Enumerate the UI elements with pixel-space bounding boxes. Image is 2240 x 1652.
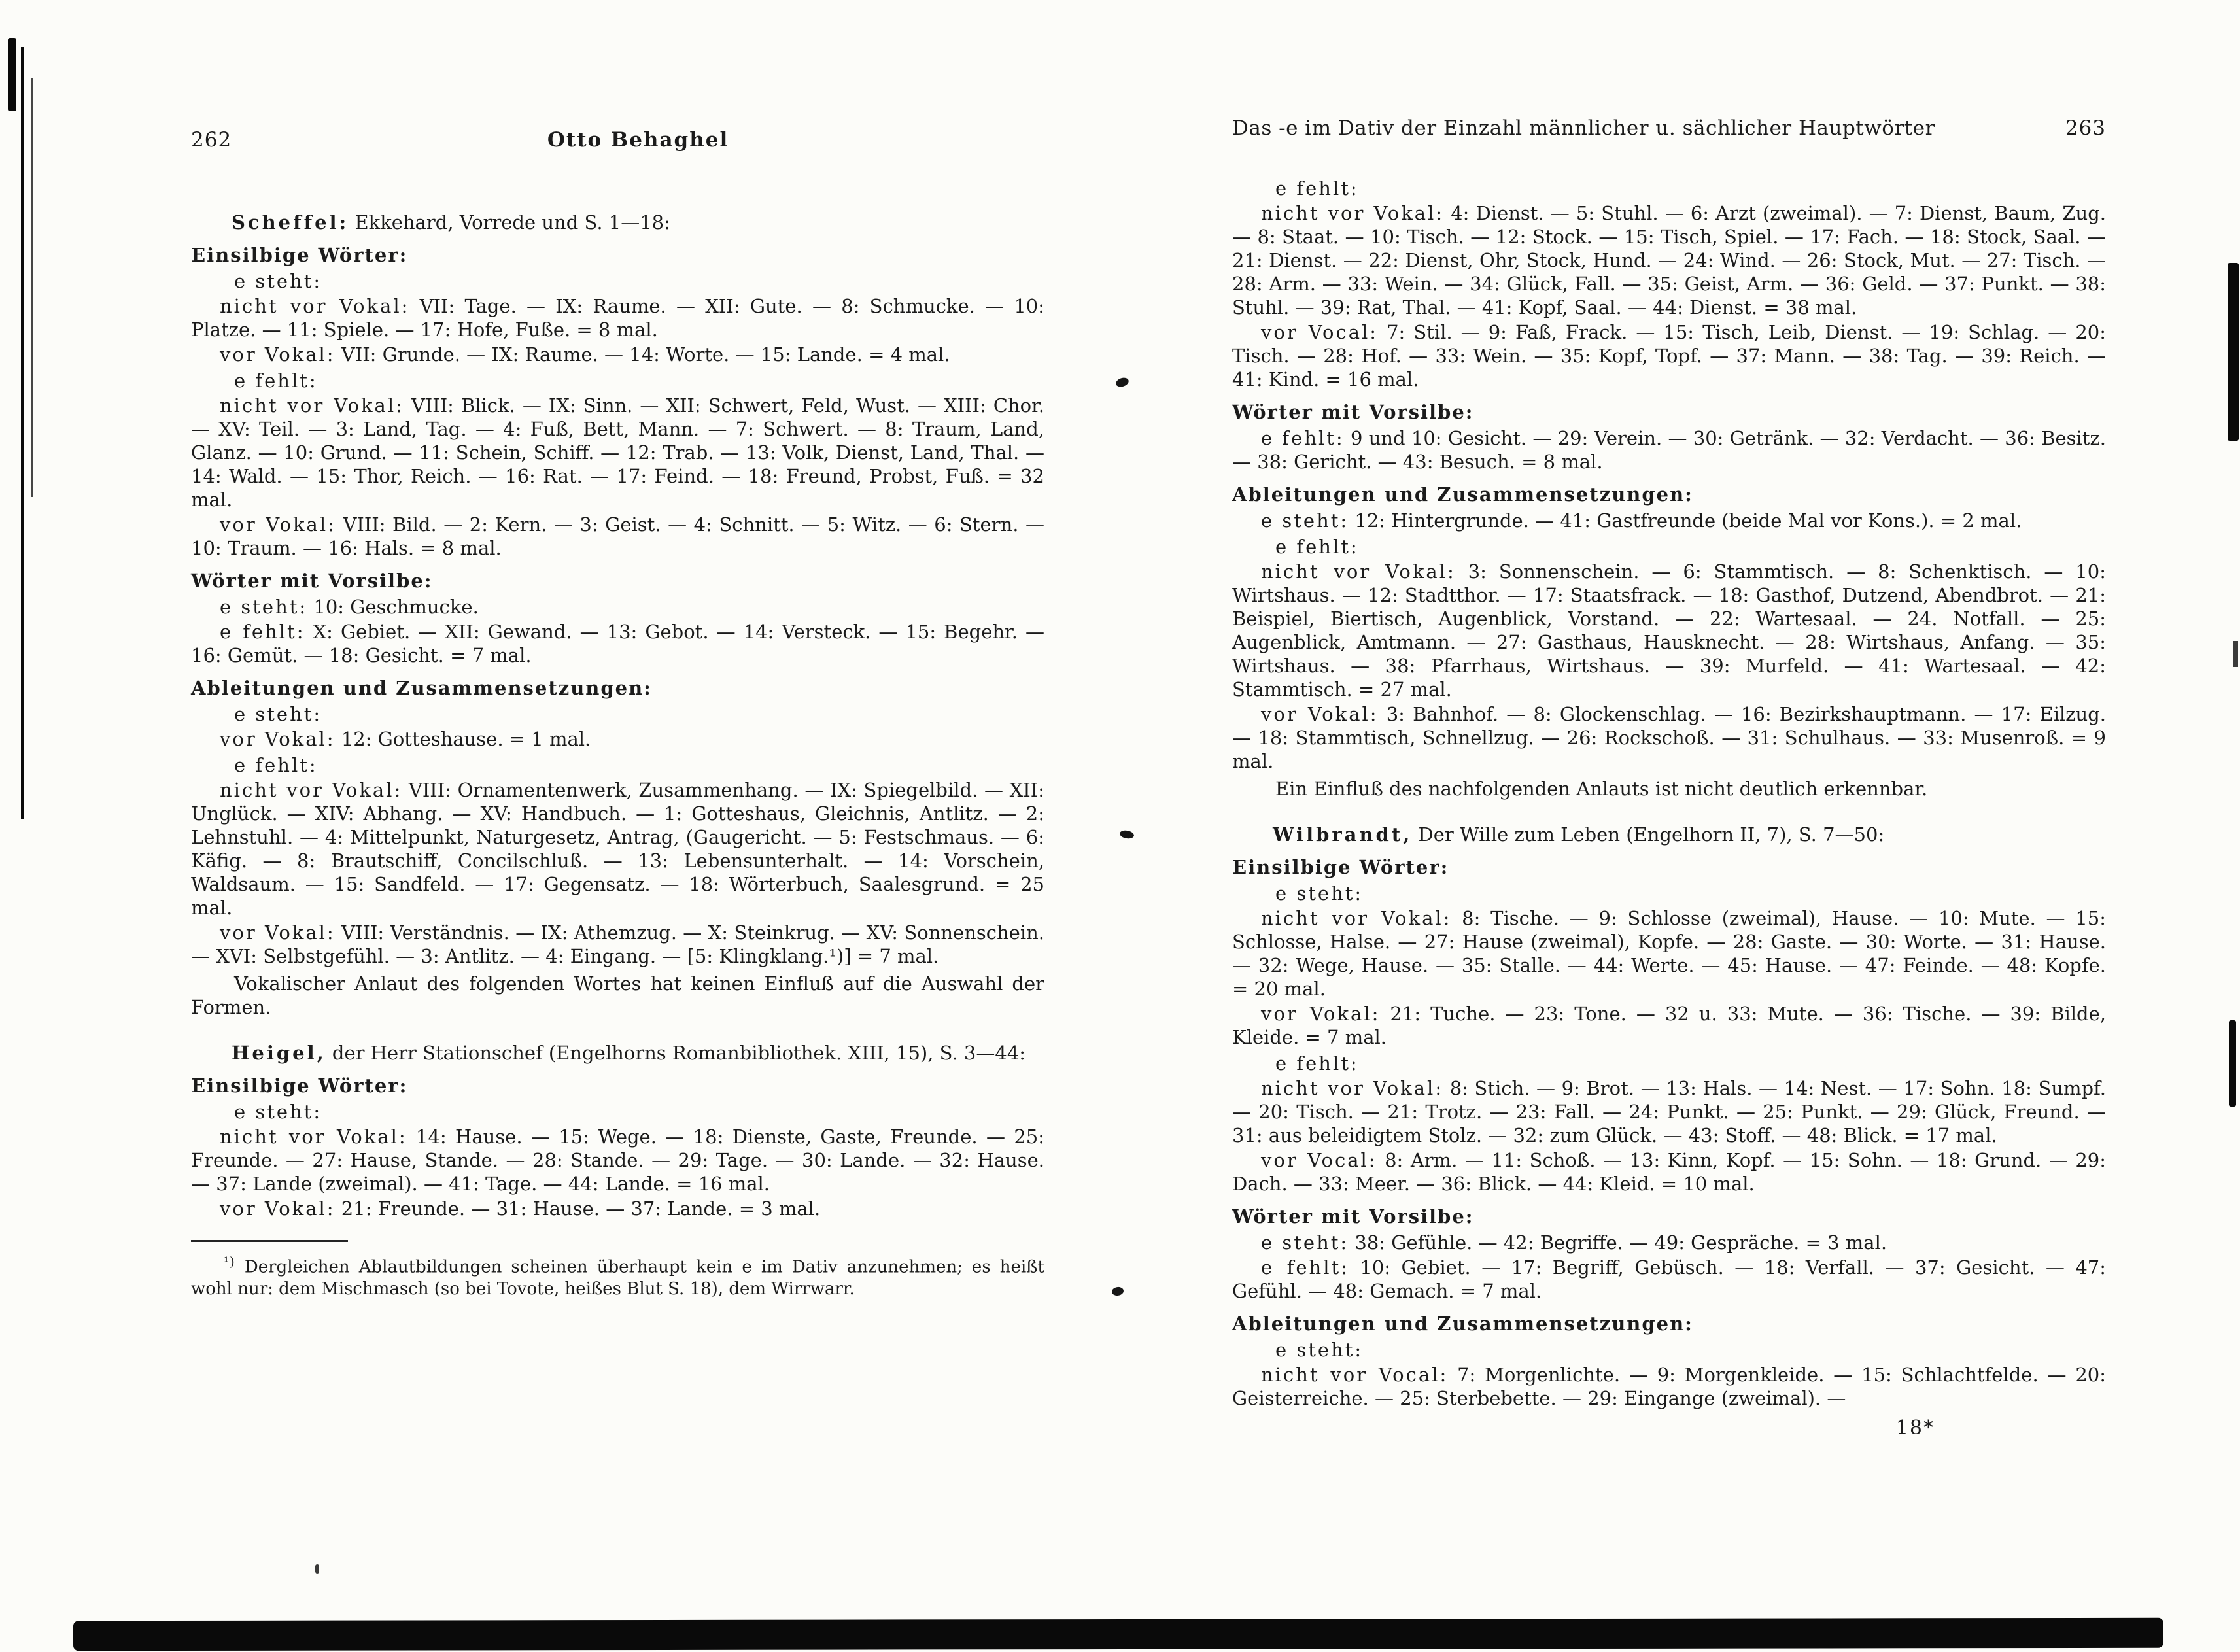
paragraph-entry: nicht vor Vokal: 8: Stich. — 9: Brot. — 13: Hals. — 14: Nest. — 17: Sohn. 18: Sumpf. — 20: Tisch. — 21: Trotz. — 23: Fall. — 24: Punkt. — 25: Punkt. — 29: Glück, Freund. — 31: aus beleidigtem Stolz. — 32: zum Glück. — 43: Stoff. — 48: Blick. = 17 mal.	[1232, 1077, 2106, 1146]
paragraph-lead: e steht:	[1261, 1231, 1349, 1254]
paragraph-subhead: e steht:	[234, 270, 322, 292]
paragraph-lead: e fehlt:	[1261, 1256, 1349, 1279]
paragraph-lead: nicht vor Vokal:	[1261, 560, 1456, 583]
paragraph-lead: vor Vokal:	[220, 343, 336, 366]
paragraph-entry: nicht vor Vocal: 7: Morgenlichte. — 9: Morgenkleide. — 15: Schlachtfelde. — 20: Geisterreiche. — 25: Sterbebette. — 29: Eingange (zweimal). —	[1232, 1364, 2107, 1409]
paragraph-plain: Vokalischer Anlaut des folgenden Wortes hat keinen Einfluß auf die Auswahl der Formen.	[191, 972, 1044, 1018]
footnote-separator	[191, 1240, 348, 1242]
paragraph-lead: vor Vocal:	[1261, 321, 1379, 343]
paragraph-lead: nicht vor Vokal:	[1261, 1077, 1444, 1099]
paragraph-subhead: e steht:	[1275, 1339, 1364, 1361]
right-text-column	[1232, 174, 2106, 1440]
paragraph-heading: Einsilbige Wörter:	[191, 244, 408, 266]
paragraph-heading: Ableitungen und Zusammensetzungen:	[1232, 483, 1693, 506]
scan-artifact-left-mark	[8, 38, 16, 111]
right-paragraphs	[1232, 177, 2106, 1410]
running-title-right: Das -e im Dativ der Einzahl männlicher u. sächlicher Hauptwörter	[1232, 116, 1935, 140]
paragraph-entry: vor Vokal: VII: Grunde. — IX: Raume. — 14: Worte. — 15: Lande. = 4 mal.	[220, 343, 950, 366]
paragraph-lead: vor Vokal:	[1261, 1003, 1381, 1025]
paragraph-lead: nicht vor Vokal:	[1261, 202, 1445, 224]
paragraph-entry: vor Vokal: 21: Tuche. — 23: Tone. — 32 u. 33: Mute. — 36: Tische. — 39: Bilde, Kleide. = 7 mal.	[1232, 1003, 2106, 1048]
page-number-left: 262	[191, 128, 232, 152]
paragraph-subhead: e fehlt:	[1275, 536, 1359, 558]
paragraph-lead: e fehlt:	[220, 621, 305, 643]
paragraph-entry: vor Vokal: 21: Freunde. — 31: Hause. — 37: Lande. = 3 mal.	[220, 1197, 821, 1220]
scan-artifact-ink-blob	[1114, 376, 1129, 388]
paragraph-subhead: e steht:	[1275, 882, 1364, 904]
paragraph-lead: nicht vor Vocal:	[1261, 1364, 1449, 1386]
paragraph-entry: nicht vor Vokal: VII: Tage. — IX: Raume. — XII: Gute. — 8: Schmucke. — 10: Platze. — 11: Spiele. — 17: Hofe, Fuße. = 8 mal.	[191, 295, 1044, 341]
scan-artifact-right-bar	[2228, 263, 2239, 441]
scan-artifact-left-line-2	[31, 78, 33, 497]
scan-artifact-right-tick	[2233, 641, 2238, 667]
paragraph-entry: vor Vokal: VIII: Bild. — 2: Kern. — 3: Geist. — 4: Schnitt. — 5: Witz. — 6: Stern. — 10: Traum. — 16: Hals. = 8 mal.	[191, 513, 1044, 559]
paragraph-lead: Wilbrandt,	[1273, 823, 1413, 846]
footnote-marker: ¹)	[224, 1254, 235, 1269]
paragraph-lead: vor Vokal:	[220, 1197, 336, 1220]
paragraph-entry: vor Vokal: 12: Gotteshause. = 1 mal.	[220, 728, 591, 750]
paragraph-heading: Einsilbige Wörter:	[191, 1075, 408, 1097]
paragraph-entry: nicht vor Vokal: 3: Sonnenschein. — 6: Stammtisch. — 8: Schenktisch. — 10: Wirtshaus. — 12: Stadtthor. — 17: Staatsfrack. — 18: Gasthof, Dutzend, Abendbrot. — 21: Beispiel, Biertisch, Augenblick, Vorstand. — 22: Wartesaal. — 24. Notfall. — 25: Augenblick, Amtmann. — 27: Gasthaus, Hausknecht. — 28: Wirtshaus, Anfang. — 35: Wirtshaus. — 38: Pfarrhaus, Wirtshaus. — 39: Murfeld. — 41: Wartesaal. — 42: Stammtisch. = 27 mal.	[1232, 560, 2106, 700]
paragraph-heading: Ableitungen und Zusammensetzungen:	[191, 677, 652, 699]
paragraph-entry: e steht: 10: Geschmucke.	[220, 596, 479, 618]
paragraph-lead: vor Vokal:	[1261, 703, 1379, 725]
paragraph-subhead: e steht:	[234, 1101, 322, 1123]
paragraph-lead: nicht vor Vokal:	[220, 1126, 407, 1148]
footnote	[191, 1251, 1044, 1300]
page-number-right: 263	[2065, 116, 2106, 140]
paragraph-plain: Ein Einfluß des nachfolgenden Anlauts ist nicht deutlich erkennbar.	[1275, 778, 1928, 800]
left-text-column	[191, 188, 1044, 1300]
paragraph-lead: nicht vor Vokal:	[1261, 907, 1452, 929]
paragraph-entry: e steht: 12: Hintergrunde. — 41: Gastfreunde (beide Mal vor Kons.). = 2 mal.	[1261, 509, 2022, 532]
paragraph-lead: e fehlt:	[1261, 427, 1345, 449]
scan-artifact-ink-blob	[1119, 829, 1135, 840]
paragraph-entry: nicht vor Vokal: 4: Dienst. — 5: Stuhl. — 6: Arzt (zweimal). — 7: Dienst, Baum, Zug. — 8: Staat. — 10: Tisch. — 12: Stock. — 15: Tisch, Spiel. — 17: Fach. — 18: Stock, Saal. — 21: Dienst. — 22: Dienst, Ohr, Stock, Hund. — 24: Wind. — 26: Stock, Mut. — 27: Tisch. — 28: Arm. — 33: Wein. — 34: Glück, Fall. — 35: Geist, Arm. — 36: Geld. — 37: Punkt. — 38: Stuhl. — 39: Rat, Thal. — 41: Kopf, Saal. — 44: Dienst. = 38 mal.	[1232, 202, 2106, 318]
paragraph-heading: Wörter mit Vorsilbe:	[1232, 401, 1474, 423]
paragraph-subhead: e fehlt:	[234, 754, 318, 776]
scan-artifact-right-bar-2	[2229, 1020, 2236, 1107]
paragraph-subhead: e fehlt:	[1275, 1052, 1359, 1075]
paragraph-entry: e steht: 38: Gefühle. — 42: Begriffe. — 49: Gespräche. = 3 mal.	[1261, 1231, 1887, 1254]
paragraph-subhead: e steht:	[234, 703, 322, 725]
paragraph-lead: e steht:	[1261, 509, 1349, 532]
paragraph-lead: nicht vor Vokal:	[220, 295, 410, 317]
paragraph-lead: vor Vokal:	[220, 921, 336, 944]
running-head-right	[1232, 116, 2106, 140]
paragraph-entry: vor Vokal: VIII: Verständnis. — IX: Athemzug. — X: Steinkrug. — XV: Sonnenschein. — XVI: Selbstgefühl. — 3: Antlitz. — 4: Eingang. — [5: Klingklang.¹)] = 7 mal.	[191, 921, 1045, 967]
paragraph-heading: Einsilbige Wörter:	[1232, 856, 1449, 878]
paragraph-lead: Heigel,	[232, 1042, 326, 1064]
paragraph-heading: Wörter mit Vorsilbe:	[1232, 1205, 1474, 1228]
paragraph-lead: vor Vokal:	[220, 513, 336, 536]
paragraph-entry: e fehlt: 9 und 10: Gesicht. — 29: Verein. — 30: Getränk. — 32: Verdacht. — 36: Besitz. — 38: Gericht. — 43: Besuch. = 8 mal.	[1232, 427, 2106, 473]
footnote-text: Dergleichen Ablautbildungen scheinen überhaupt kein e im Dativ anzunehmen; es heißt wohl nur: dem Mischmasch (so bei Tovote, heißes Blut S. 18), dem Wirrwarr.	[191, 1257, 1045, 1299]
paragraph-entry: nicht vor Vokal: VIII: Ornamentenwerk, Zusammenhang. — IX: Spiegelbild. — XII: Unglück. — XIV: Abhang. — XV: Handbuch. — 1: Gotteshaus, Gleichnis, Antlitz. — 2: Lehnstuhl. — 4: Mittelpunkt, Naturgesetz, Antrag, (Gaugericht. — 5: Festschmaus. — 6: Käfig. — 8: Brautschiff, Concilschluß. — 13: Lebensunterhalt. — 14: Vorschein, Waldsaum. — 15: Sandfeld. — 17: Gegensatz. — 18: Wörterbuch, Saalesgrund. = 25 mal.	[191, 779, 1044, 919]
paragraph-entry: vor Vocal: 8: Arm. — 11: Schoß. — 13: Kinn, Kopf. — 15: Sohn. — 18: Grund. — 29: Dach. — 33: Meer. — 36: Blick. — 44: Kleid. = 10 mal.	[1232, 1149, 2106, 1195]
running-title-left: Otto Behaghel	[547, 128, 729, 152]
paragraph-subhead: e fehlt:	[234, 370, 318, 392]
paragraph-intro: Heigel, der Herr Stationschef (Engelhorns Romanbibliothek. XIII, 15), S. 3—44:	[232, 1042, 1026, 1064]
paragraph-entry: nicht vor Vokal: 8: Tische. — 9: Schlosse (zweimal), Hause. — 10: Mute. — 15: Schlosse, Halse. — 27: Hause (zweimal), Kopfe. — 28: Gaste. — 30: Worte. — 31: Hause. — 32: Wege, Hause. — 35: Stalle. — 44: Werte. — 45: Hause. — 47: Feinde. — 48: Kopfe. = 20 mal.	[1232, 907, 2106, 1000]
scan-artifact-ink-blob	[1111, 1286, 1124, 1296]
paragraph-entry: vor Vokal: 3: Bahnhof. — 8: Glockenschlag. — 16: Bezirkshauptmann. — 17: Eilzug. — 18: Stammtisch, Schnellzug. — 26: Rockschoß. — 31: Schulhaus. — 33: Musenroß. = 9 mal.	[1232, 703, 2106, 772]
paragraph-lead: vor Vokal:	[220, 728, 336, 750]
signature-mark: 18*	[1895, 1417, 1935, 1439]
running-head-left	[191, 128, 1044, 152]
paragraph-lead: e steht:	[220, 596, 308, 618]
paragraph-entry: e fehlt: 10: Gebiet. — 17: Begriff, Gebüsch. — 18: Verfall. — 37: Gesicht. — 47: Gefühl. — 48: Gemach. = 7 mal.	[1232, 1256, 2106, 1302]
paragraph-heading: Wörter mit Vorsilbe:	[191, 570, 433, 592]
paragraph-lead: nicht vor Vokal:	[220, 394, 404, 417]
left-paragraphs	[191, 211, 1044, 1220]
paragraph-lead: vor Vocal:	[1261, 1149, 1377, 1171]
paragraph-heading: Ableitungen und Zusammensetzungen:	[1232, 1313, 1693, 1335]
paragraph-entry: nicht vor Vokal: VIII: Blick. — IX: Sinn. — XII: Schwert, Feld, Wust. — XIII: Chor. — XV: Teil. — 3: Land, Tag. — 4: Fuß, Bett, Mann. — 7: Schwert. — 8: Traum, Land, Glanz. — 10: Grund. — 11: Schein, Schiff. — 12: Trab. — 13: Volk, Dienst, Land, Thal. — 14: Wald. — 15: Thor, Reich. — 16: Rat. — 17: Feind. — 18: Freund, Probst, Fuß. = 32 mal.	[191, 394, 1044, 511]
paragraph-lead: nicht vor Vokal:	[220, 779, 403, 801]
paragraph-entry: nicht vor Vokal: 14: Hause. — 15: Wege. — 18: Dienste, Gaste, Freunde. — 25: Freunde. — 27: Hause, Stande. — 28: Stande. — 29: Tage. — 30: Lande. — 32: Hause. — 37: Lande (zweimal). — 41: Tage. — 44: Lande. = 16 mal.	[191, 1126, 1044, 1195]
paragraph-lead: Scheffel:	[232, 211, 349, 233]
scan-artifact-ink-speck	[315, 1564, 319, 1574]
paragraph-entry: vor Vocal: 7: Stil. — 9: Faß, Frack. — 15: Tisch, Leib, Dienst. — 19: Schlag. — 20: Tisch. — 28: Hof. — 33: Wein. — 35: Kopf, Topf. — 37: Mann. — 38: Tag. — 39: Reich. — 41: Kind. = 16 mal.	[1232, 321, 2106, 390]
paragraph-intro: Scheffel: Ekkehard, Vorrede und S. 1—18:	[232, 211, 670, 233]
scan-artifact-left-line	[21, 47, 24, 819]
scan-artifact-bottom-bar	[73, 1618, 2163, 1651]
paragraph-intro: Wilbrandt, Der Wille zum Leben (Engelhorn II, 7), S. 7—50:	[1273, 823, 1885, 846]
paragraph-entry: e fehlt: X: Gebiet. — XII: Gewand. — 13: Gebot. — 14: Versteck. — 15: Begehr. — 16: Gemüt. — 18: Gesicht. = 7 mal.	[191, 621, 1044, 666]
paragraph-subhead: e fehlt:	[1275, 177, 1359, 199]
